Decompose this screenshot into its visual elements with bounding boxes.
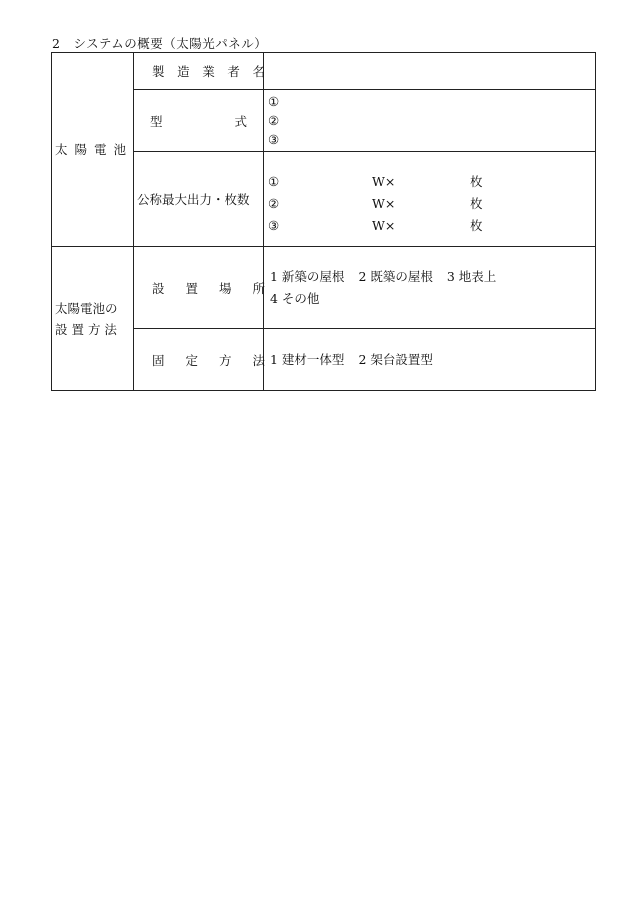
output-mark: ③ (268, 218, 280, 233)
manufacturer-value[interactable] (264, 53, 596, 90)
installation-category-line: 設 置 方 法 (55, 321, 117, 337)
output-line (268, 193, 595, 215)
location-label (134, 247, 264, 329)
manufacturer-label-char: 名 (252, 64, 265, 79)
output-label: 公称最大出力・枚数 (134, 152, 264, 247)
model-value[interactable] (264, 90, 596, 152)
location-row (52, 247, 596, 329)
location-option: 2 既築の屋根 (358, 268, 433, 284)
location-label-char: 置 (185, 280, 198, 296)
fixing-label (134, 329, 264, 391)
location-option: 3 地表上 (446, 268, 497, 284)
section-heading: 2 システムの概要（太陽光パネル） (52, 36, 268, 51)
fixing-label-char: 法 (252, 352, 265, 368)
model-label (134, 90, 264, 152)
manufacturer-label-char: 造 (177, 64, 190, 79)
installation-category-line: 太陽電池の (55, 300, 118, 316)
model-line: ③ (268, 131, 280, 147)
fixing-option: 2 架台設置型 (358, 351, 433, 367)
installation-category (52, 247, 134, 391)
location-option: 4 その他 (270, 290, 320, 306)
fixing-options (270, 349, 595, 371)
output-value[interactable] (264, 152, 596, 247)
location-label-char: 設 (152, 280, 165, 296)
output-mark: ① (268, 174, 280, 189)
watt-unit: W× (372, 174, 396, 189)
manufacturer-row (52, 53, 596, 90)
location-label-char: 場 (218, 280, 232, 296)
manufacturer-label (134, 53, 264, 90)
model-label-right: 式 (234, 113, 247, 129)
output-line (268, 215, 595, 237)
count-unit: 枚 (470, 218, 483, 233)
watt-unit: W× (372, 196, 396, 211)
location-options (270, 266, 595, 288)
output-mark: ② (268, 196, 280, 211)
model-line: ① (268, 93, 280, 109)
output-line (268, 171, 595, 193)
count-unit: 枚 (470, 196, 483, 211)
manufacturer-label-char: 製 (152, 64, 165, 79)
solar-cell-category: 太陽電池 (52, 53, 134, 247)
watt-unit: W× (372, 218, 396, 233)
fixing-label-char: 定 (185, 352, 198, 368)
fixing-row (52, 329, 596, 391)
manufacturer-label-char: 者 (227, 64, 240, 79)
model-label-left: 型 (150, 113, 163, 129)
model-row (52, 90, 596, 152)
fixing-option: 1 建材一体型 (270, 351, 345, 367)
location-label-char: 所 (252, 280, 265, 296)
count-unit: 枚 (470, 174, 483, 189)
fixing-label-char: 方 (218, 352, 232, 368)
location-option: 1 新築の屋根 (270, 268, 345, 284)
location-value[interactable] (264, 247, 596, 329)
model-line: ② (268, 112, 280, 128)
fixing-label-char: 固 (152, 352, 165, 368)
system-overview-table (51, 52, 596, 391)
manufacturer-label-char: 業 (202, 64, 215, 79)
fixing-value[interactable] (264, 329, 596, 391)
output-row (52, 152, 596, 247)
